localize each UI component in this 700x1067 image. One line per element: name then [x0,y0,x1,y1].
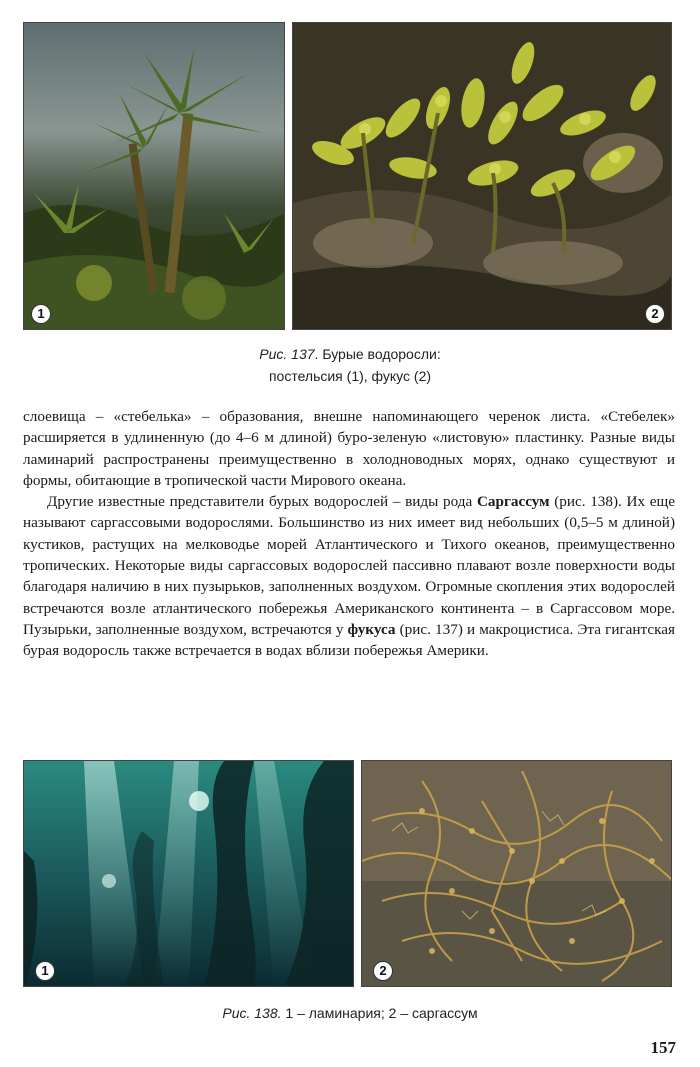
figure-137-badge-2: 2 [645,304,665,324]
figure-138-description: 1 – ламинария; 2 – саргассум [285,1005,478,1021]
figure-138-badge-2: 2 [373,961,393,981]
figure-137-title: Бурые водоросли: [322,346,441,362]
paragraph-1: слоевища – «стебелька» – образования, внешне напоминающего черенок листа. «Стебелек» расширяется в удлиненную (до 4–6 м длиной) буро-зеленую «листовую» пластинку. Разные виды ламинарий распространены преимущественно в холодноводных морях, однако существуют и формы, обитающие в тропической части Мирового океана. [23,408,675,489]
paragraph-2-part-a: Другие известные представители бурых водорослей – виды рода [47,493,477,511]
page-number: 157 [650,1038,676,1057]
figure-138-caption [0,1005,700,1021]
fucus-illustration [293,23,672,330]
figure-138-label: Рис. 138. [222,1005,282,1021]
paragraph-2 [23,491,675,661]
postelsia-illustration [24,23,285,330]
term-sargassum: Саргассум [476,493,550,511]
figure-137-caption-line-1: Рис. 137. Бурые водоросли: [259,346,441,362]
body-text [23,406,675,662]
term-fucus: фукуса [347,620,396,638]
figure-137-caption [0,346,700,384]
figure-137-caption-line-2: постельсия (1), фукус (2) [268,368,432,384]
laminaria-illustration [24,761,354,987]
photo-postelsia [23,22,285,330]
photo-sargassum [361,760,672,987]
figure-137-label: Рис. 137 [259,346,315,362]
figure-138-badge-1: 1 [35,961,55,981]
photo-fucus [292,22,672,330]
paragraph-2-part-c: (рис. 137) и макроцистиса. Эта гигантская бурая водоросль также встречается в водах вблизи побережья Америки. [23,620,675,660]
photo-laminaria [23,760,354,987]
paragraph-2-part-b: (рис. 138). Их еще называют саргассовыми водорослями. Большинство из них имеет вид небольших (0,5–5 м длиной) кустиков, растущих на мелководье морей Атлантического и Тихого океанов, преимущественно тропических. Некоторые виды саргассовых водорослей пассивно плавают возле поверхности воды благодаря наличию в них пузырьков, заполненных воздухом. Огромные скопления этих водорослей встречаются возле атлантического побережья Американского континента – в Саргассовом море. Пузырьки, заполненные воздухом, встречаются у [23,493,675,638]
figure-137-badge-1: 1 [31,304,51,324]
sargassum-illustration [362,761,672,987]
